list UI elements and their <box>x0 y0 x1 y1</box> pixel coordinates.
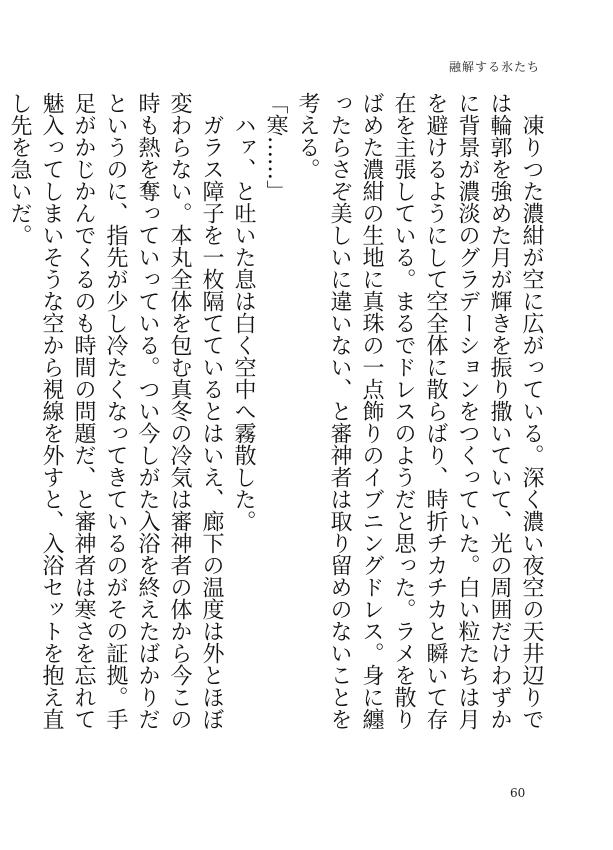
paragraph-2: 「寒……」 <box>263 92 288 202</box>
paragraph-4: ガラス障子を一枚隔てているとはいえ、廊下の温度は外とほぼ変わらない。本丸全体を包む真冬の冷気は審神者の体から今この時も熱を奪っていっている。つい今しがた入浴を終えたばかりだというのに、指先が少し冷たくなってきているのがその証拠。手足がかじかんでくるのも時間の問題だ、と審神者は寒さを忘れて魅入ってしまいそうな空から視線を外すと、入浴セットを抱え直し先を急いだ。 <box>7 92 224 730</box>
page-number: 60 <box>510 786 526 800</box>
paragraph-5 <box>0 92 3 742</box>
body-text <box>0 92 547 742</box>
running-head: 融解する氷たち <box>448 60 540 74</box>
paragraph-3: ハァ、と吐いた息は白く空中へ霧散した。 <box>231 92 256 532</box>
paragraph-1: 凍りつた濃紺が空に広がっている。深く濃い夜空の天井辺りでは輪郭を強めた月が輝きを振り撒いていて、光の周囲だけわずかに背景が濃淡のグラデーションをつくっていた。白い粒たちは月を避けるようにして空全体に散らばり、時折チカチカと瞬いて存在を主張している。まるでドレスのようだと思った。ラメを散りばめた濃紺の生地に真珠の一点飾りのイブニングドレス。身に纏ったらさぞ美しいに違いない、と審神者は取り留めのないことを考える。 <box>295 92 544 730</box>
